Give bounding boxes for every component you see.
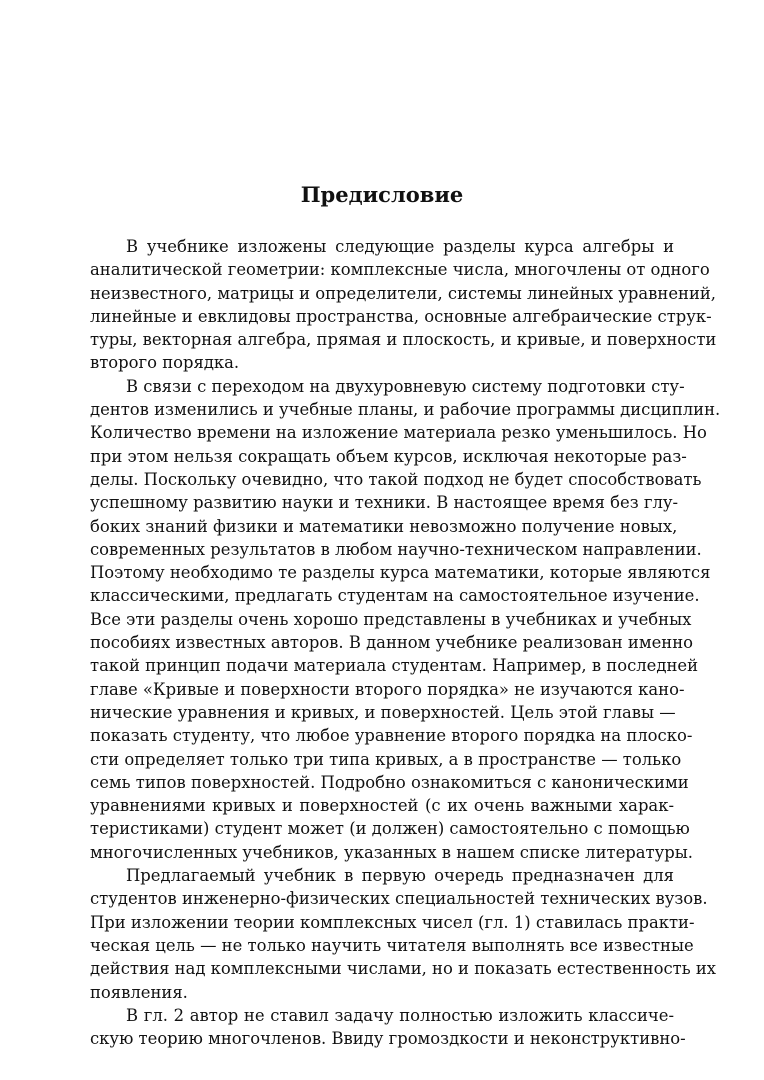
text-line: появления. [90,982,188,1002]
text-line: классическими, предлагать студентам на самостоятельное изучение. [90,586,700,606]
text-line: В гл. 2 автор не ставил задачу полностью изложить классиче- [126,1005,674,1025]
paragraph [90,375,721,864]
text-line: многочисленных учебников, указанных в нашем списке литературы. [90,842,693,862]
text-line: современных результатов в любом научно-техническом направлении. [90,539,702,559]
text-line: семь типов поверхностей. Подробно ознакомиться с каноническими [90,772,689,792]
text-line: сти определяет только три типа кривых, а в пространстве — только [90,749,682,769]
text-line: теристиками) студент может (и должен) самостоятельно с помощью [90,819,690,839]
text-line: такой принцип подачи материала студентам. Например, в последней [90,656,698,676]
text-line: пособиях известных авторов. В данном учебнике реализован именно [90,633,694,653]
text-line: студентов инженерно-физических специальностей технических вузов. [90,889,708,909]
paragraph [90,864,717,1004]
text-line: скую теорию многочленов. Ввиду громоздкости и неконструктивно- [90,1029,686,1049]
paragraph [90,1004,686,1051]
text-line: действия над комплексными числами, но и показать естественность их [90,959,717,979]
text-line: туры, векторная алгебра, прямая и плоскость, и кривые, и поверхности [90,330,717,350]
text-line: линейные и евклидовы пространства, основные алгебраические струк- [90,306,712,326]
text-line: Предлагаемый учебник в первую очередь предназначен для [126,866,674,886]
text-line: дентов изменились и учебные планы, и рабочие программы дисциплин. [90,400,721,420]
text-line: при этом нельзя сокращать объем курсов, исключая некоторые раз- [90,446,687,466]
body-text [90,235,721,1050]
text-line: главе «Кривые и поверхности второго порядка» не изучаются кано- [90,679,685,699]
text-line: В связи с переходом на двухуровневую систему подготовки сту- [126,376,685,396]
text-line: Все эти разделы очень хорошо представлены в учебниках и учебных [90,609,692,629]
text-line: второго порядка. [90,353,240,373]
text-line: боких знаний физики и математики невозможно получение новых, [90,516,678,536]
text-line: показать студенту, что любое уравнение второго порядка на плоско- [90,726,693,746]
document-page [90,0,721,1080]
text-line: неизвестного, матрицы и определители, системы линейных уравнений, [90,283,717,303]
text-line: успешному развитию науки и техники. В настоящее время без глу- [90,493,679,513]
text-line: При изложении теории комплексных чисел (гл. 1) ставилась практи- [90,912,695,932]
text-line: Поэтому необходимо те разделы курса математики, которые являются [90,563,711,583]
text-line: Количество времени на изложение материала резко уменьшилось. Но [90,423,707,443]
text-line: нические уравнения и кривых, и поверхностей. Цель этой главы — [90,702,676,722]
text-line: делы. Поскольку очевидно, что такой подход не будет способствовать [90,469,702,489]
text-line: аналитической геометрии: комплексные числа, многочлены от одного [90,260,710,280]
text-line: ческая цель — не только научить читателя выполнять все известные [90,935,694,955]
paragraph [90,235,717,375]
page-title: Предисловие [300,182,464,207]
text-line: уравнениями кривых и поверхностей (с их очень важными харак- [90,796,674,816]
text-line: В учебнике изложены следующие разделы курса алгебры и [126,237,674,256]
